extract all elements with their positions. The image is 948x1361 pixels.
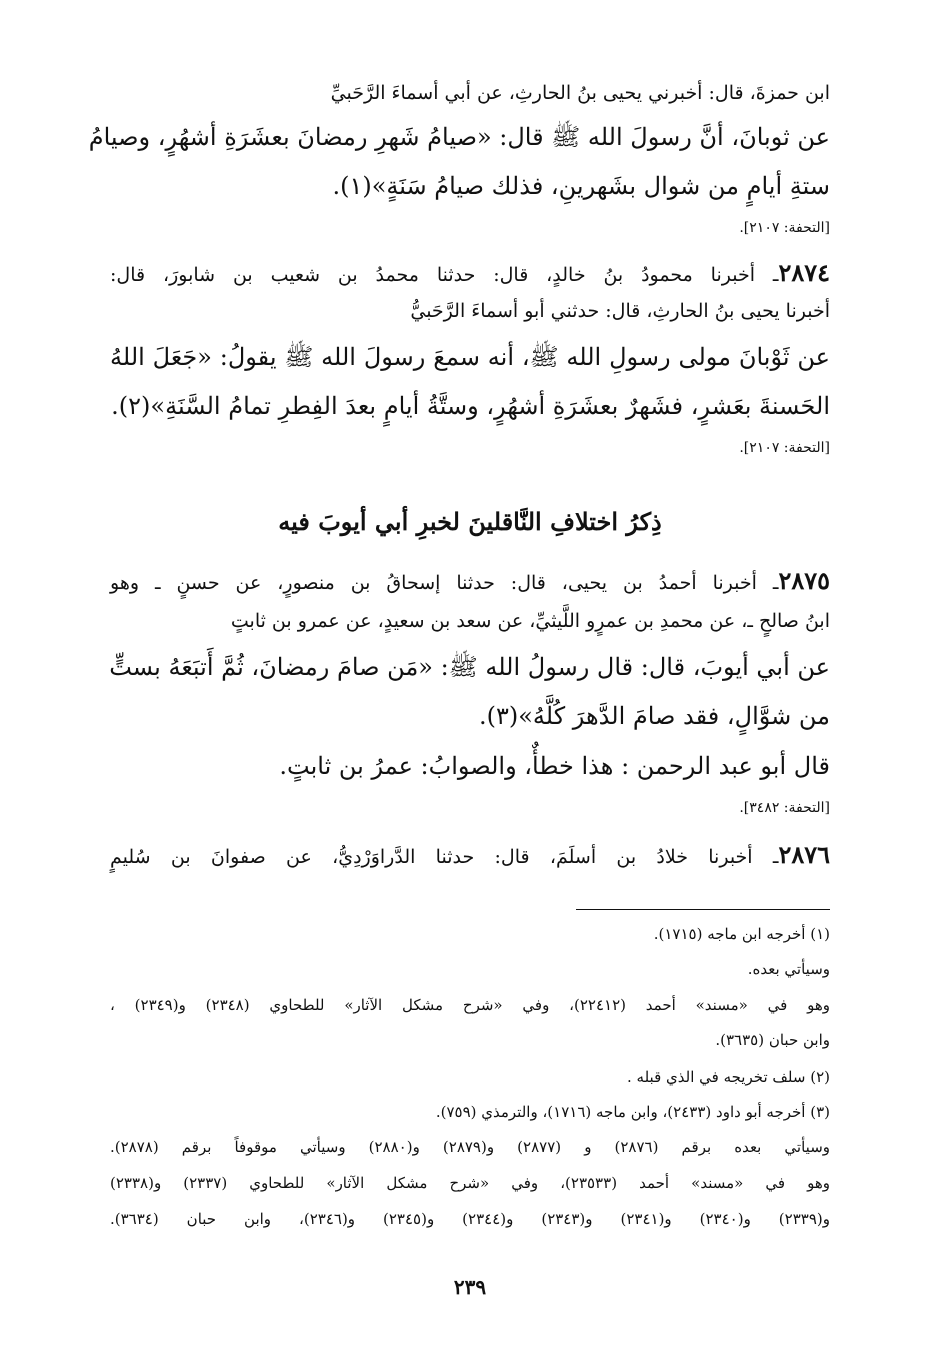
- footnote-line: (٣) أخرجه أبو داود (٢٤٣٣)، وابن ماجه (١٧١٦)، والترمذي (٧٥٩).: [435, 1103, 830, 1121]
- hadith-number: ٢٨٧٤: [778, 258, 830, 287]
- matn-line: عن أبي أيوبَ، قال: قال رسولُ الله ﷺ: «مَن صامَ رمضانَ، ثُمَّ أَتبَعَهُ بستٍّ: [109, 653, 830, 681]
- footnote-line: وابن حبان (٣٦٣٥).: [715, 1031, 830, 1049]
- page-number: ٢٣٩: [453, 1275, 487, 1299]
- footnote-line: (١) أخرجه ابن ماجه (١٧١٥).: [653, 925, 830, 943]
- book-page: [88, 72, 831, 1361]
- isnad-text: ـ أخبرنا خلادُ بن أسلَمَ، قال: حدثنا الدَّراوَرْدِيُّ، عن صفوانَ بن سُليمٍ: [110, 846, 779, 868]
- tuhfa-reference: [التحفة: ٢١٠٧].: [739, 220, 830, 236]
- footnote-line: وسيأتي بعده.: [747, 960, 830, 978]
- footnote-line: و(٢٣٣٩) و(٢٣٤٠) و(٢٣٤١) و(٢٣٤٣) و(٢٣٤٤) و(٢٣٤٥) و(٢٣٤٦)، وابن حبان (٣٦٣٤).: [110, 1210, 830, 1228]
- tuhfa-reference: [التحفة: ٢١٠٧].: [739, 440, 830, 456]
- matn-line: من شوَّالٍ، فقد صامَ الدَّهرَ كُلَّهُ»(٣).: [478, 702, 830, 730]
- hadith-number: ٢٨٧٥: [778, 566, 830, 595]
- isnad-text: ـ أخبرنا محمودُ بنُ خالدٍ، قال: حدثنا محمدُ بن شعيب بن شابورَ، قال:: [110, 264, 779, 286]
- tuhfa-reference: [التحفة: ٣٤٨٢].: [739, 800, 830, 816]
- isnad-text: ـ أخبرنا أحمدُ بن يحيى، قال: حدثنا إسحاقُ بن منصورٍ، عن حسنٍ ـ وهو: [110, 572, 779, 594]
- hadith-number: ٢٨٧٦: [778, 840, 830, 869]
- matn-line: عن ثَوْبانَ مولى رسولِ الله ﷺ، أنه سمعَ رسولَ الله ﷺ يقولُ: «جَعَلَ اللهُ: [110, 343, 830, 371]
- isnad-line: ابنُ صالحٍ ـ، عن محمدِ بن عمرٍو اللَّيثيِّ، عن سعد بن سعيدٍ، عن عمرو بن ثابتٍ: [230, 610, 830, 632]
- chapter-heading: ذِكرُ اختلافِ النَّاقلينَ لخبرِ أبي أيوبَ فيه: [278, 507, 662, 536]
- author-comment: قال أبو عبد الرحمن : هذا خطأٌ، والصوابُ: عمرُ بن ثابتٍ.: [279, 752, 830, 780]
- matn-line: الحَسنةَ بعَشرٍ، فشَهرٌ بعشَرَةِ أشهُرٍ، وستَّةُ أيامٍ بعدَ الفِطرِ تمامُ السَّنَةِ»(٢).: [111, 392, 830, 420]
- footnote-line: وهو في «مسند» أحمد (٢٢٤١٢)، وفي «شرح مشكل الآثار» للطحاوي (٢٣٤٨) و(٢٣٤٩) ،: [110, 996, 830, 1014]
- hadith-2874-first-line: [110, 258, 830, 287]
- matn-line: ستةِ أيامٍ من شوال بشَهرينِ، فذلك صيامُ سَنَةٍ»(١).: [332, 172, 830, 200]
- hadith-2875-first-line: [110, 566, 830, 595]
- hadith-2876-first-line: [110, 840, 830, 869]
- isnad-line: ابن حمزةَ، قال: أخبرني يحيى بنُ الحارثِ، عن أبي أسماءَ الرَّحَبيِّ: [330, 82, 830, 104]
- isnad-line: أخبرنا يحيى بنُ الحارثِ، قال: حدثني أبو أسماءَ الرَّحَبيُّ: [410, 300, 830, 322]
- footnote-line: (٢) سلف تخريجه في الذي قبله .: [627, 1068, 830, 1086]
- matn-line: عن ثوبانَ، أنَّ رسولَ الله ﷺ قال: «صيامُ شَهرِ رمضانَ بعشَرَةِ أشهُرٍ، وصيامُ: [88, 123, 830, 151]
- footnote-line: وسيأتي بعده برقم (٢٨٧٦) و (٢٨٧٧) و(٢٨٧٩) و(٢٨٨٠) وسيأتي موقوفاً برقم (٢٨٧٨).: [110, 1138, 831, 1156]
- footnote-line: وهو في «مسند» أحمد (٢٣٥٣٣)، وفي «شرح مشكل الآثار» للطحاوي (٢٣٣٧) و(٢٣٣٨): [110, 1174, 831, 1192]
- footnote-divider: [576, 909, 830, 910]
